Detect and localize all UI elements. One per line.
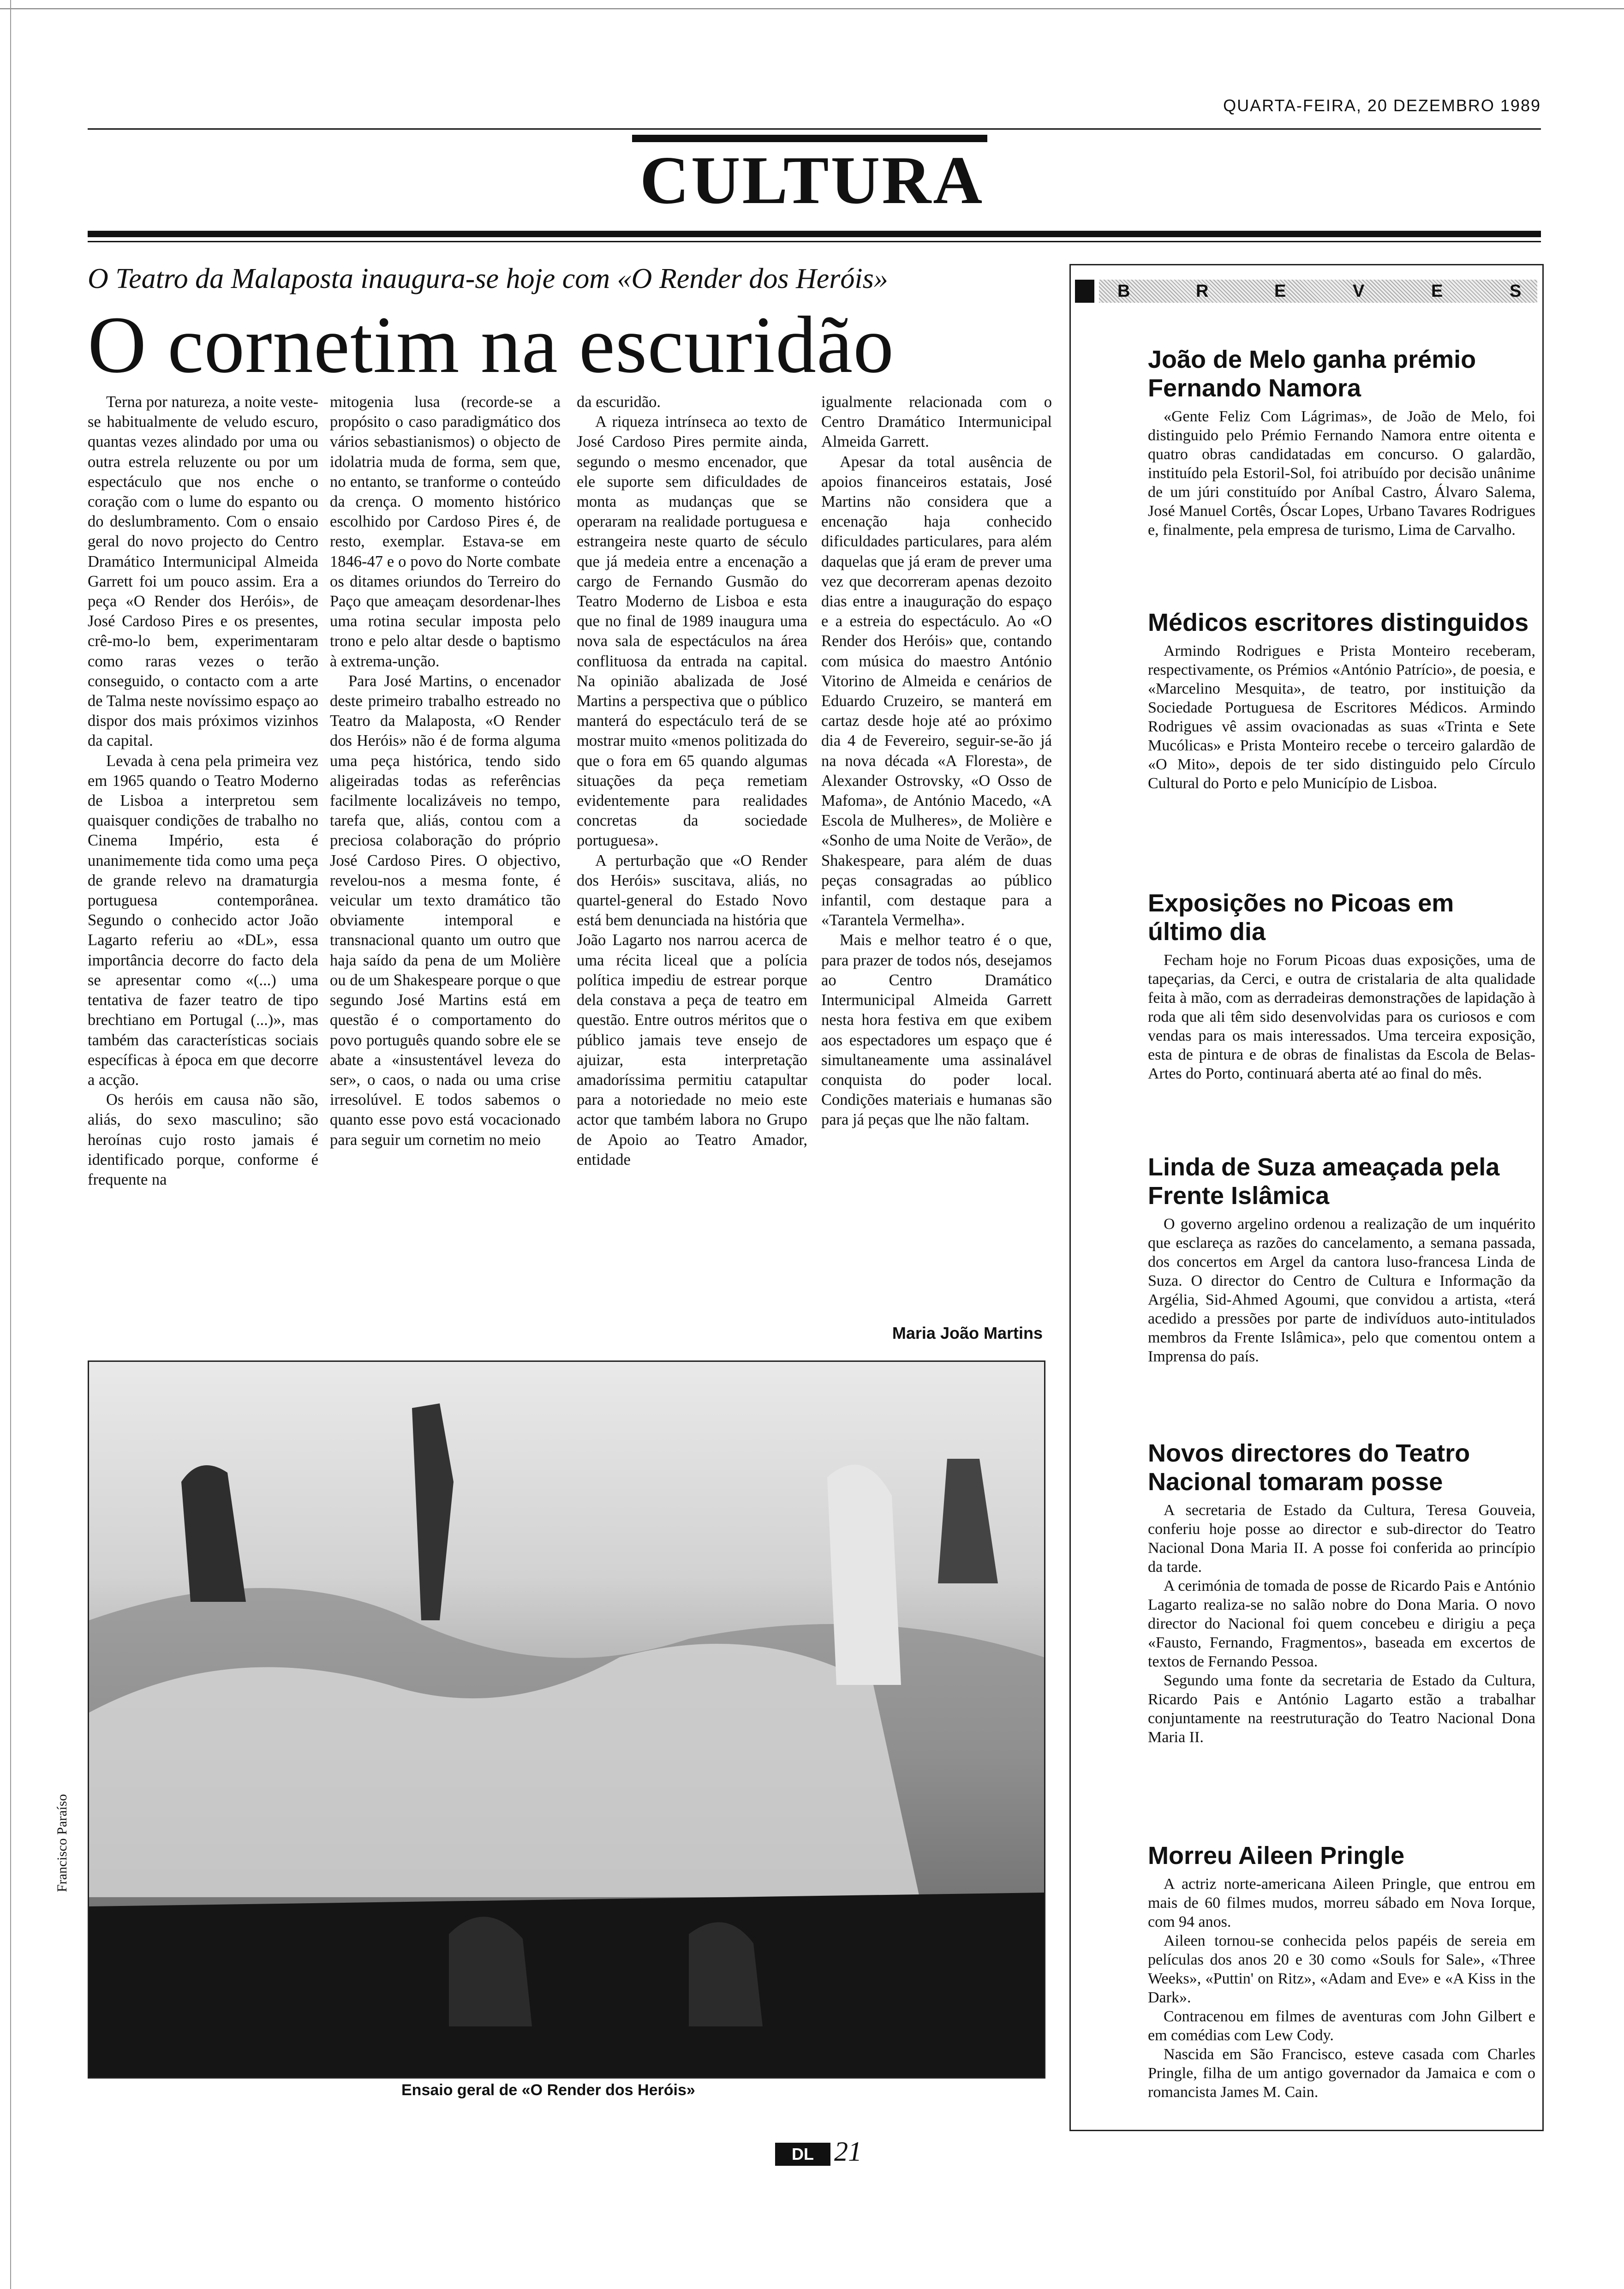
breves-letter: B [1117, 282, 1130, 301]
brief-item [1148, 608, 1535, 793]
breves-letter: E [1274, 282, 1286, 301]
article-column-1 [88, 392, 318, 1190]
brief-paragraph: Armindo Rodrigues e Prista Monteiro receberam, respectivamente, os Prémios «António Patrício», de poesia, e «Marcelino Mesquita», de teatro, por instituição da Sociedade Portuguesa de Escritores Médicos. Armindo Rodrigues vê assim ovacionadas as suas «Trinta e Sete Mucólicas» e Prista Monteiro recebe o terceiro galardão de «O Mito», depois de ter sido distinguido pelo Círculo Cultural do Porto e pelo Município de Lisboa. [1148, 642, 1535, 792]
section-rule-thick [88, 231, 1541, 237]
page-folio [775, 2136, 895, 2168]
paragraph: Mais e melhor teatro é o que, para prazer de todos nós, desejamos ao Centro Dramático Intermunicipal Almeida Garrett nesta hora festiva em que exibem aos espectadores um espaço que é simultaneamente uma assinalável conquista do poder local. Condições materiais e humanas são para já peças que lhe não faltam. [821, 931, 1052, 1129]
brief-paragraph: A cerimónia de tomada de posse de Ricardo Pais e António Lagarto realiza-se no salão nobre do Dona Maria. O novo director do Nacional foi quem concebeu e dirigiu a peça «Fausto, Fernando, Fragmentos», baseada em excertos de textos de Fernando Pessoa. [1148, 1577, 1535, 1670]
paragraph: igualmente relacionada com o Centro Dramático Intermunicipal Almeida Garrett. [821, 393, 1052, 451]
brief-title: João de Melo ganha prémio Fernando Namora [1148, 346, 1476, 402]
section-rule-thin [88, 241, 1541, 242]
article-kicker: O Teatro da Malaposta inaugura-se hoje com «O Render dos Heróis» [88, 263, 888, 294]
stage-photo [88, 1360, 1045, 2079]
article-headline: O cornetim na escuridão [88, 300, 895, 390]
paragraph: Terna por natureza, a noite veste-se habitualmente de veludo escuro, quantas vezes alindado por uma ou outra estrela reluzente ou por um espectáculo que nos enche o coração com o lume do espanto ou do deslumbramento. Com o ensaio geral do novo projecto do Centro Dramático Intermunicipal Almeida Garrett foi um pouco assim. Era a peça «O Render dos Heróis», de José Cardoso Pires e os presentes, crê-mo-lo bem, experimentaram como raras vezes o terão conseguido, o contacto com a arte de Talma neste novíssimo espaço ao dispor dos mais próximos vizinhos da capital. [88, 393, 318, 750]
paragraph: mitogenia lusa (recorde-se a propósito o caso paradigmático dos vários sebastianismos) o objecto de idolatria muda de forma, sem que, no entanto, se tranforme o conteúdo da crença. O momento histórico escolhido por Cardoso Pires é, de resto, exemplar. Estava-se em 1846-47 e o povo do Norte combate os ditames oriundos do Terreiro do Paço que ameaçam desordenar-lhes uma rotina secular imposta pelo trono e pelo altar desde o baptismo à extrema-unção. [330, 393, 561, 670]
page-number: 21 [834, 2136, 862, 2167]
byline: Maria João Martins [892, 1324, 1043, 1342]
breves-label [1099, 280, 1537, 303]
brief-paragraph: O governo argelino ordenou a realização de um inquérito que esclareça as razões do cancelamento, a semana passada, dos concertos em Argel da cantora luso-francesa Linda de Suza. O director do Centro de Cultura e Informação da Argélia, Sid-Ahmed Agoumi, que convidou a artista, «terá acedido a pressões por parte de indivíduos auto-intitulados membros da Frente Islâmica», pelo que comentou ontem a Imprensa do país. [1148, 1216, 1535, 1365]
brief-item [1148, 1153, 1535, 1366]
brief-paragraph: A actriz norte-americana Aileen Pringle, que entrou em mais de 60 filmes mudos, morreu sábado em Nova Iorque, com 94 anos. [1148, 1876, 1535, 1930]
brief-title: Exposições no Picoas em último dia [1148, 889, 1454, 946]
header-rule [88, 128, 1541, 130]
breves-letter: V [1353, 282, 1365, 301]
paragraph: Levada à cena pela primeira vez em 1965 quando o Teatro Moderno de Lisboa a interpretou sem quaisquer condições de trabalho no Cinema Império, esta é unanimemente tida como uma peça de grande relevo na dramaturgia portuguesa contemporânea. Segundo o conhecido actor João Lagarto referiu ao «DL», essa importância decorre do facto dela se apresentar como «(...) uma tentativa de fazer teatro de tipo brechtiano em Portugal (...)», mas também das características sociais específicas à época em que decorre a acção. [88, 752, 318, 1089]
breves-letter: E [1431, 282, 1443, 301]
brief-title: Linda de Suza ameaçada pela Frente Islâmica [1148, 1153, 1500, 1210]
photo-credit: Francisco Paraíso [54, 1794, 70, 1892]
brief-paragraph: Aileen tornou-se conhecida pelos papéis de sereia em películas dos anos 20 e 30 como «Souls for Sale», «Three Weeks», «Puttin' on Ritz», «Adam and Eve» e «A Kiss in the Dark». [1148, 1932, 1535, 2006]
paragraph: da escuridão. [577, 393, 661, 411]
stage-photo-illustration [89, 1362, 1044, 2077]
brief-title: Morreu Aileen Pringle [1148, 1842, 1405, 1870]
breves-marker [1075, 280, 1094, 303]
left-edge-line [10, 0, 11, 2289]
dl-logo: DL [775, 2143, 830, 2166]
brief-item [1148, 1439, 1535, 1747]
article-column-2 [330, 392, 561, 1150]
article-column-4 [821, 392, 1052, 1130]
brief-paragraph: Fecham hoje no Forum Picoas duas exposições, uma de tapeçarias, da Cerci, e outra de cristalaria de alta qualidade feita à mão, com as derradeiras demonstrações de lapidação à roda que ali têm sido desenvolvidas para os curiosos e com vendas para os mais interessados. Uma terceira exposição, esta de pintura e de obras de finalistas da Escola de Belas-Artes do Porto, continuará aberta até ao final do mês. [1148, 952, 1535, 1082]
section-title: CULTURA [639, 143, 985, 218]
breves-letter: R [1196, 282, 1209, 301]
paragraph: Para José Martins, o encenador deste primeiro trabalho estreado no Teatro da Malaposta, «O Render dos Heróis» não é de forma alguma uma peça histórica, tendo sido aligeiradas todas as referências facilmente localizáveis no tempo, tarefa que, aliás, contou com a preciosa colaboração do próprio José Cardoso Pires. O objectivo, revelou-nos a mesma fonte, é veicular um texto dramático tão obviamente intemporal e transnacional quanto um outro que haja saído da pena de um Molière ou de um Shakespeare porque o que segundo José Martins está em questão é o comportamento do povo português quando sobre ele se abate a «insustentável leveza do ser», o caos, o nada ou uma crise irresolúvel. E todos sabemos o quanto esse povo está vocacionado para seguir um cornetim no meio [330, 672, 561, 1149]
article-column-3 [577, 392, 807, 1170]
brief-paragraph: Nascida em São Francisco, esteve casada com Charles Pringle, filha de um antigo governador da Jamaica e com o romancista James M. Cain. [1148, 2046, 1535, 2101]
brief-title: Novos directores do Teatro Nacional tomaram posse [1148, 1439, 1470, 1496]
breves-header [1069, 278, 1541, 305]
brief-paragraph: A secretaria de Estado da Cultura, Teresa Gouveia, conferiu hoje posse ao director e sub-director do Teatro Nacional Dona Maria II. A posse foi conferida ao princípio da tarde. [1148, 1502, 1535, 1576]
brief-item [1148, 1841, 1535, 2102]
paragraph: Apesar da total ausência de apoios financeiros estatais, José Martins não considera que a encenação haja conhecido dificuldades particulares, para além daquelas que já eram de prever uma vez que decorreram apenas dezoito dias entre a inauguração do espaço e a estreia do espectáculo. Ao «O Render dos Heróis» que, contando com música do maestro António Vitorino de Almeida e cenários de Eduardo Cruzeiro, se manterá em cartaz desde hoje até ao próximo dia 4 de Fevereiro, seguir-se-ão já na nova década «A Floresta», de Alexander Ostrovsky, «O Osso de Mafoma», de António Macedo, «A Escola de Mulheres», de Molière e «Sonho de uma Noite de Verão», de Shakespeare, para além de duas peças consagradas ao público infantil, com destaque para a «Tarantela Vermelha». [821, 453, 1052, 929]
paragraph: Os heróis em causa não são, aliás, do sexo masculino; são heroínas cujo rosto jamais é identificado porque, conforme é frequente na [88, 1091, 318, 1188]
photo-caption: Ensaio geral de «O Render dos Heróis» [401, 2081, 695, 2099]
date-line: QUARTA-FEIRA, 20 DEZEMBRO 1989 [1223, 96, 1541, 115]
section-bar [632, 135, 987, 142]
brief-item [1148, 345, 1535, 539]
brief-paragraph: «Gente Feliz Com Lágrimas», de João de Melo, foi distinguido pelo Prémio Fernando Namora entre oitenta e quatro obras candidatadas em concurso. O galardão, instituído pela Estoril-Sol, foi atribuído por decisão unânime de um júri constituído por Aníbal Castro, Álvaro Salema, José Manuel Cortês, Óscar Lopes, Urbano Tavares Rodrigues e, finalmente, pela empresa de turismo, Lima de Carvalho. [1148, 408, 1535, 539]
paragraph: A perturbação que «O Render dos Heróis» suscitava, aliás, no quartel-general do Estado Novo está bem denunciada na história que João Lagarto nos narrou acerca de uma récita liceal que a polícia política impediu de estrear porque dela constava a peça de teatro em questão. Entre outros méritos que o público jamais teve ensejo de ajuizar, esta interpretação amadoríssima permitiu catapultar para a notoriedade no meio este actor que também labora no Grupo de Apoio ao Teatro Amador, entidade [577, 851, 807, 1168]
breves-letter: S [1510, 282, 1522, 301]
brief-paragraph: Contracenou em filmes de aventuras com John Gilbert e em comédias com Lew Cody. [1148, 2008, 1535, 2044]
paragraph: A riqueza intrínseca ao texto de José Cardoso Pires permite ainda, segundo o mesmo encenador, que ele suporte sem dificuldades de monta as mudanças que se operaram na realidade portuguesa e estrangeira neste quarto de século que já medeia entre a encenação a cargo de Fernando Gusmão do Teatro Moderno de Lisboa e esta que no final de 1989 inaugura uma nova sala de espectáculos na área conflituosa da entrada na capital. Na opinião abalizada de José Martins a perspectiva que o público manterá do espectáculo terá de se mostrar muito «menos politizada do que o fora em 65 quando algumas situações da peça remetiam evidentemente para realidades concretas da sociedade portuguesa». [577, 413, 807, 850]
top-border-line [0, 8, 1624, 9]
brief-paragraph: Segundo uma fonte da secretaria de Estado da Cultura, Ricardo Pais e António Lagarto estão a trabalhar conjuntamente na reestruturação do Teatro Nacional Dona Maria II. [1148, 1672, 1535, 1746]
brief-item [1148, 889, 1535, 1083]
brief-title: Médicos escritores distinguidos [1148, 609, 1529, 636]
